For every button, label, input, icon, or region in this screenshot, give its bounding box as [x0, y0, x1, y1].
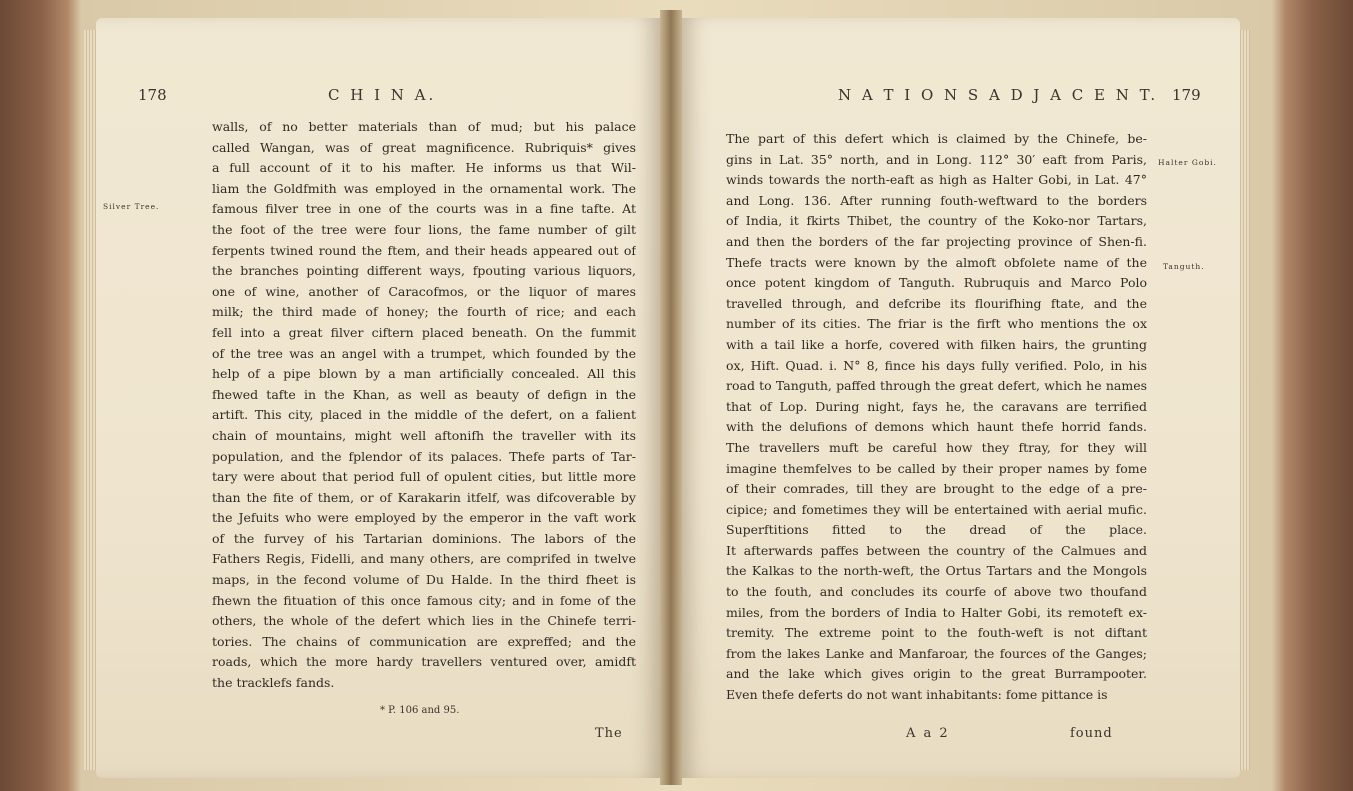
left-page-text-line: than the fite of them, or of Karakarin itfelf, was difcoverable by: [212, 489, 636, 505]
left-page-text-line: maps, in the fecond volume of Du Halde. In the third fheet is: [212, 572, 636, 588]
right-page-text-line: with the delufions of demons which haunt thefe horrid fands.: [726, 419, 1147, 435]
right-page-text-line: and then the borders of the far projecting province of Shen-fi.: [726, 233, 1147, 249]
right-page-number: 179: [1172, 86, 1201, 104]
left-page-text-line: of the tree was an angel with a trumpet, which founded by the: [212, 345, 636, 361]
right-page-text-line: imagine themfelves to be called by their proper names by fome: [726, 460, 1147, 476]
right-page-text-line: once potent kingdom of Tanguth. Rubruquis and Marco Polo: [726, 275, 1147, 291]
left-page-text-line: walls, of no better materials than of mud; but his palace: [212, 119, 636, 134]
left-running-header: C H I N A.: [328, 86, 437, 104]
right-page-text-line: that of Lop. During night, fays he, the caravans are terrified: [726, 398, 1147, 414]
left-page-text-line: fell into a great filver ciftern placed beneath. On the fummit: [212, 324, 636, 340]
left-page-text-line: tary were about that period full of opulent cities, but little more: [212, 469, 636, 485]
left-footnote: * P. 106 and 95.: [380, 705, 460, 716]
left-page-text-line: fhewn the fituation of this once famous city; and in fome of the: [212, 592, 636, 608]
left-page-text-line: the foot of the tree were four lions, the fame number of gilt: [212, 221, 636, 237]
left-marginal-note: Silver Tree.: [103, 202, 160, 211]
right-catchword: found: [1070, 726, 1113, 741]
right-page-text-line: from the lakes Lanke and Manfaroar, the fources of the Ganges;: [726, 645, 1147, 661]
right-page-text-line: gins in Lat. 35° north, and in Long. 112° 30′ eaft from Paris,: [726, 151, 1147, 167]
right-page-text-line: Superftitions fitted to the dread of the place.: [726, 522, 1147, 538]
right-page-text-line: road to Tanguth, paffed through the great defert, which he names: [726, 378, 1147, 394]
book-gutter: [660, 10, 682, 785]
right-page-text-line: Even thefe deferts do not want inhabitants: fome pittance is: [726, 687, 1108, 703]
right-page-text-line: winds towards the north-eaft as high as Halter Gobi, in Lat. 47°: [726, 172, 1147, 188]
right-page-text-line: The travellers muft be careful how they ftray, for they will: [726, 439, 1147, 455]
right-marginal-note-1: Halter Gobi.: [1158, 158, 1217, 167]
left-page-text-line: ferpents twined round the ftem, and their heads appeared out of: [212, 242, 636, 258]
left-page-text-line: others, the whole of the defert which lies in the Chinefe terri-: [212, 613, 636, 629]
left-page-text-line: tories. The chains of communication are expreffed; and the: [212, 633, 636, 649]
right-page-text-line: and the lake which gives origin to the great Burrampooter.: [726, 666, 1147, 682]
left-body-text: [212, 117, 636, 694]
left-page-text-line: help of a pipe blown by a man artificially concealed. All this: [212, 366, 636, 382]
left-page-text-line: fhewed tafte in the Khan, as well as beauty of defign in the: [212, 386, 636, 402]
left-page-text-line: chain of mountains, might well aftonifh the traveller with its: [212, 427, 636, 443]
left-page-text-line: the Jefuits who were employed by the emperor in the vaft work: [212, 510, 636, 526]
left-page-text-line: called Wangan, was of great magnificence. Rubriquis* gives: [212, 139, 636, 155]
left-page-text-line: a full account of it to his mafter. He informs us that Wil-: [212, 160, 636, 176]
right-page-text-line: number of its cities. The friar is the firft who mentions the ox: [726, 316, 1147, 332]
left-page-text-line: one of wine, another of Caracofmos, or the liquor of mares: [212, 283, 636, 299]
right-page-text-line: the Kalkas to the north-weft, the Ortus Tartars and the Mongols: [726, 563, 1147, 579]
right-marginal-note-2: Tanguth.: [1163, 262, 1205, 271]
right-page-text-line: Thefe tracts were known by the almoft obfolete name of the: [726, 254, 1147, 270]
left-page-text-line: liam the Goldfmith was employed in the ornamental work. The: [212, 180, 636, 196]
left-page-text-line: famous filver tree in one of the courts was in a fine tafte. At: [212, 201, 636, 217]
right-page-text-line: cipice; and fometimes they will be entertained with aerial mufic.: [726, 501, 1147, 517]
right-page-text-line: with a tail like a horfe, covered with filken hairs, the grunting: [726, 336, 1147, 352]
left-catchword: The: [595, 726, 623, 741]
left-page-number: 178: [138, 86, 167, 104]
left-page-text-line: milk; the third made of honey; the fourth of rice; and each: [212, 304, 636, 320]
left-page-text-line: the branches pointing different ways, fpouting various liquors,: [212, 263, 636, 279]
left-page-text-line: the tracklefs fands.: [212, 675, 335, 691]
left-page-text-line: artift. This city, placed in the middle of the defert, on a falient: [212, 407, 636, 423]
left-page-text-line: roads, which the more hardy travellers ventured over, amidft: [212, 654, 636, 670]
right-page-text-line: It afterwards paffes between the country of the Calmues and: [726, 542, 1147, 558]
right-body-text: [726, 129, 1147, 706]
right-page-text-line: miles, from the borders of India to Halter Gobi, its remoteft ex-: [726, 604, 1147, 620]
right-running-header: N A T I O N S A D J A C E N T.: [838, 86, 1159, 104]
right-page-text-line: and Long. 136. After running fouth-weftward to the borders: [726, 192, 1147, 208]
right-page-text-line: travelled through, and defcribe its flourifhing ftate, and the: [726, 295, 1147, 311]
right-page-text-line: to the fouth, and concludes its courfe of above two thoufand: [726, 584, 1147, 600]
right-signature-mark: A a 2: [906, 726, 950, 741]
right-page-text-line: tremity. The extreme point to the fouth-weft is not diftant: [726, 625, 1147, 641]
right-page-text-line: of India, it fkirts Thibet, the country of the Koko-nor Tartars,: [726, 213, 1147, 229]
left-page-text-line: of the furvey of his Tartarian dominions. The labors of the: [212, 530, 636, 546]
right-page-text-line: of their comrades, till they are brought to the edge of a pre-: [726, 481, 1147, 497]
left-page-text-line: Fathers Regis, Fidelli, and many others, are comprifed in twelve: [212, 551, 636, 567]
left-page-edges: [84, 30, 96, 770]
left-page-text-line: population, and the fplendor of its palaces. Thefe parts of Tar-: [212, 448, 636, 464]
right-page-text-line: ox, Hift. Quad. i. N° 8, fince his days fully verified. Polo, in his: [726, 357, 1147, 373]
right-page-text-line: The part of this defert which is claimed by the Chinefe, be-: [726, 131, 1147, 146]
